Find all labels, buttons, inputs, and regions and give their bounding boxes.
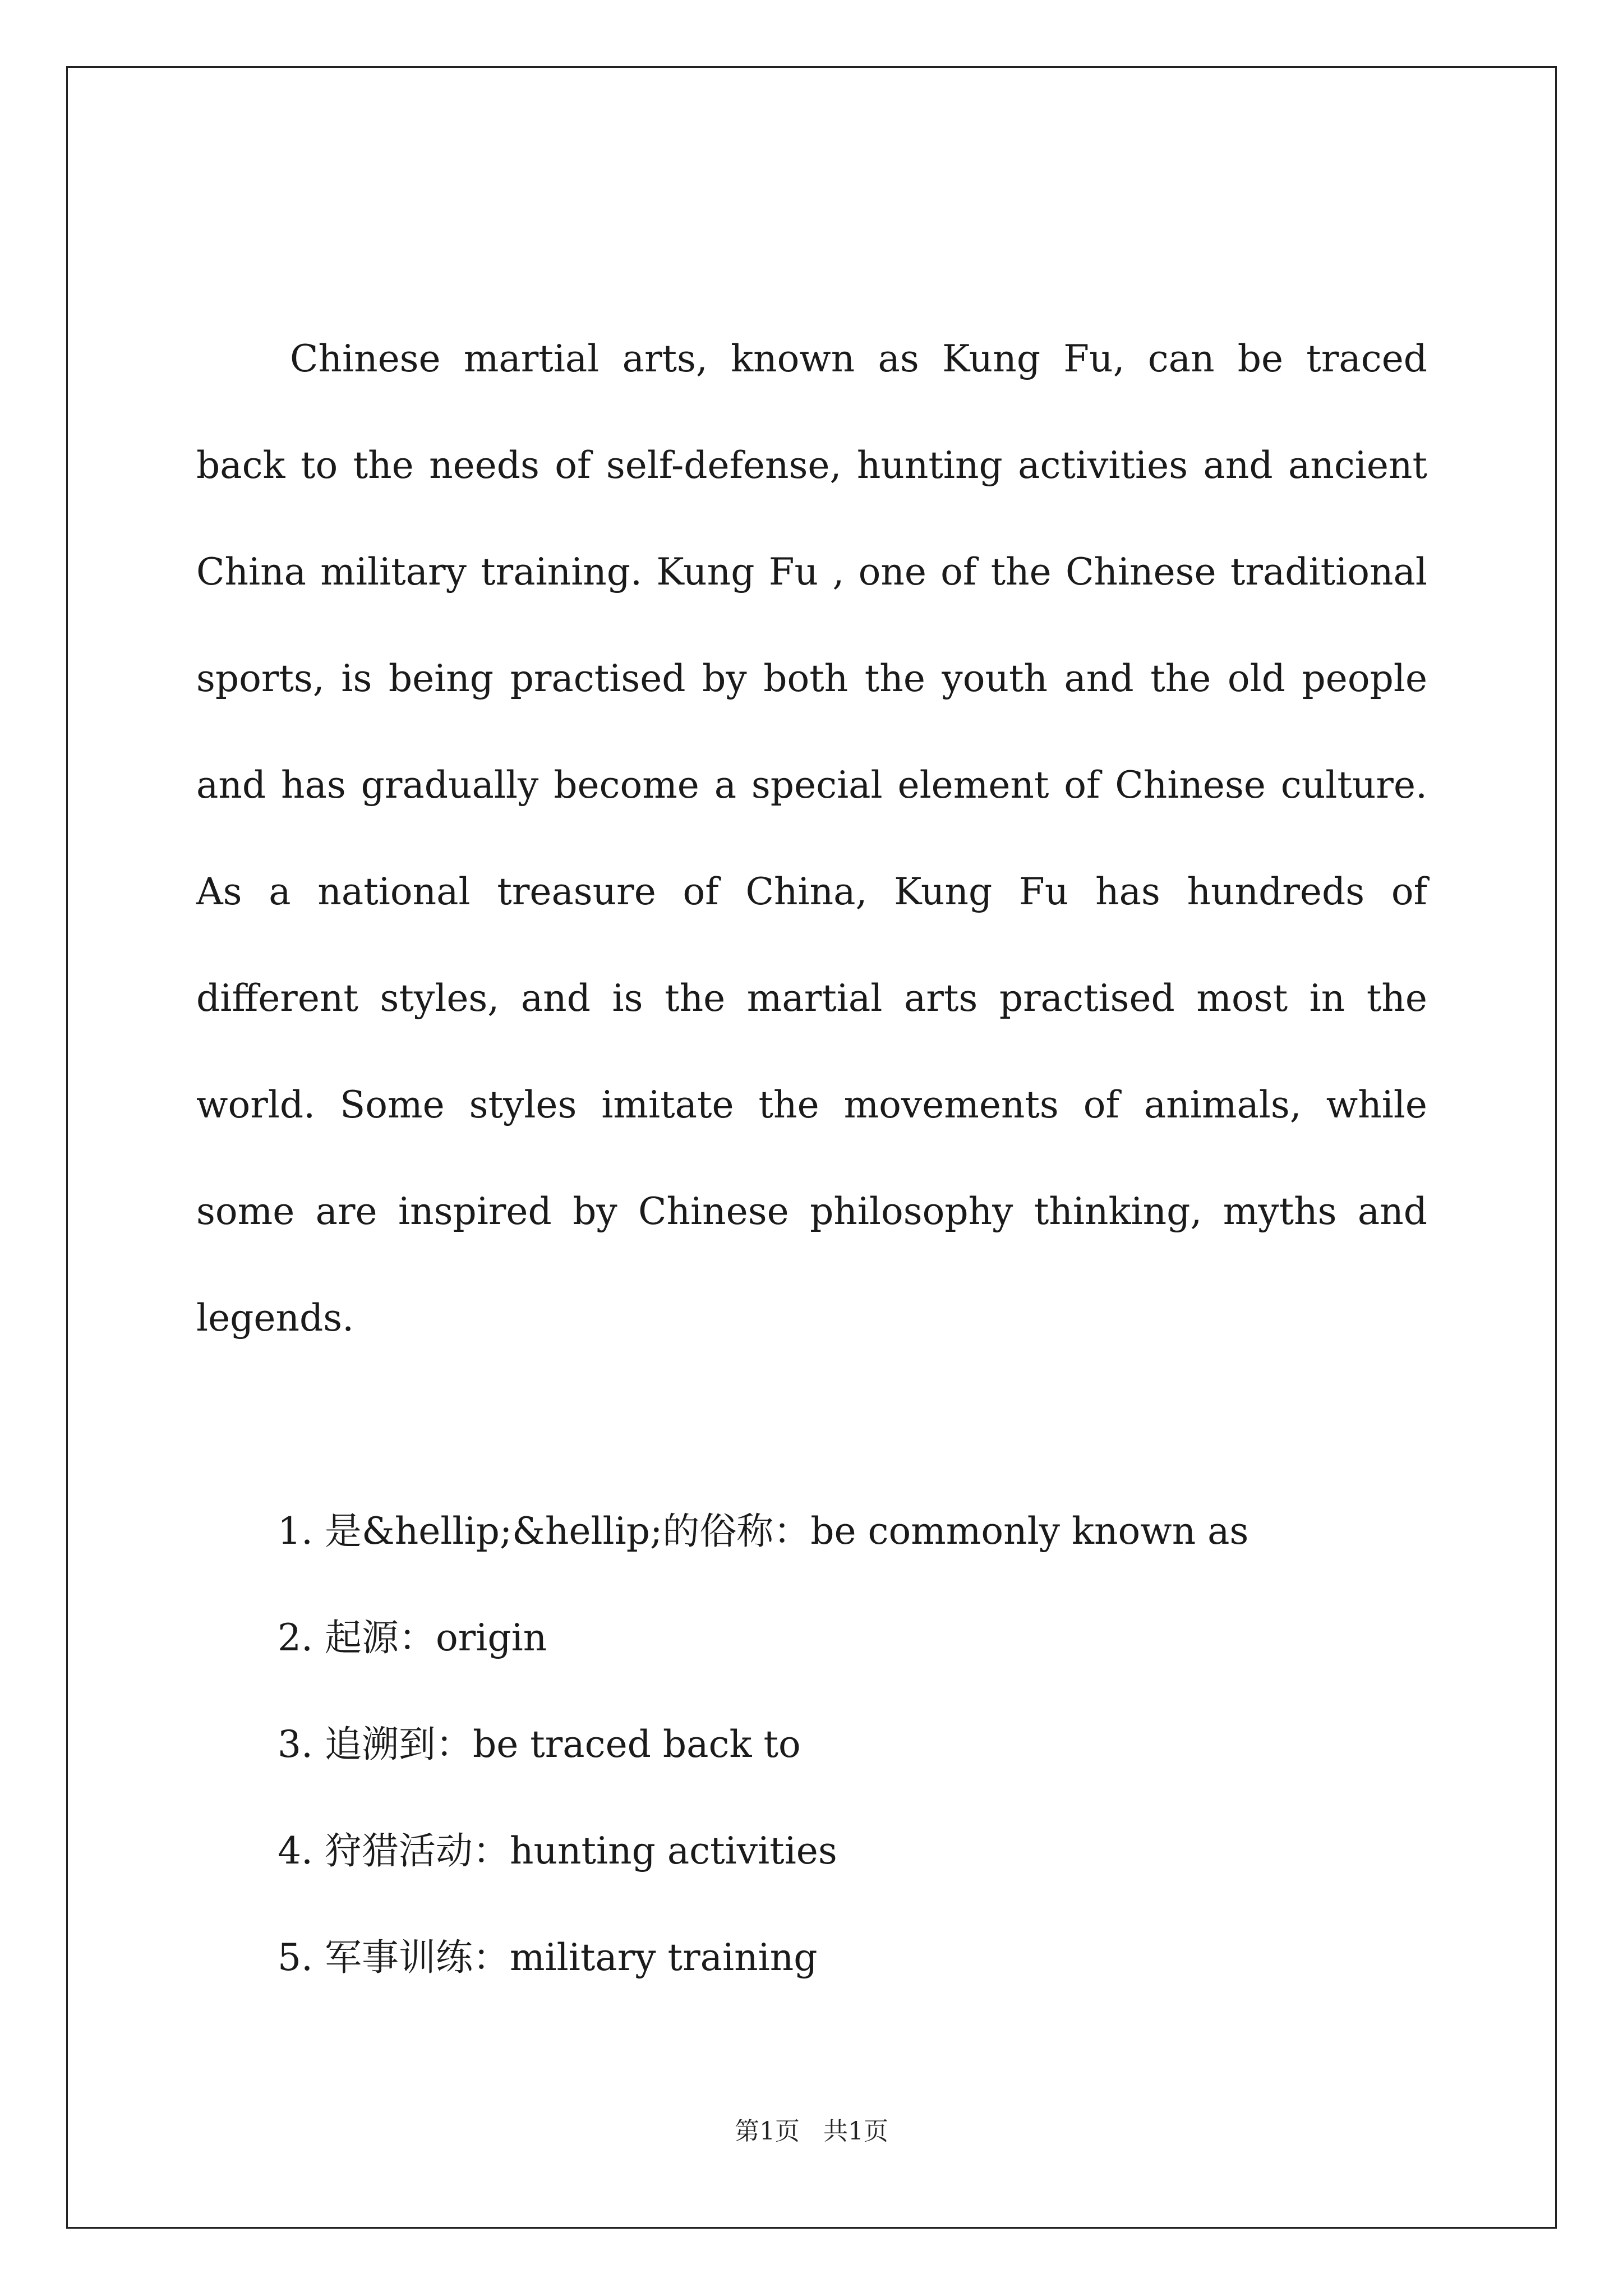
vocab-list [278, 1478, 1248, 2011]
vocab-item: 5. 军事训练：military training [278, 1936, 818, 1979]
page-number: 第1页 共1页 [735, 2117, 888, 2146]
vocab-item: 2. 起源：origin [278, 1616, 547, 1659]
page-footer [0, 2115, 1623, 2148]
vocab-item: 4. 狩猎活动：hunting activities [278, 1829, 837, 1872]
vocab-item: 1. 是&hellip;&hellip;的俗称：be commonly known as [278, 1510, 1249, 1553]
vocab-item: 3. 追溯到：be traced back to [278, 1723, 801, 1766]
body-paragraph: Chinese martial arts, known as Kung Fu, can be traced back to the needs of self-defense, hunting activities and ancient China military training. Kung Fu , one of the Chinese traditional sports, is being practised by both the youth and the old people and has gradually become a special element of Chinese culture. As a national treasure of China, Kung Fu has hundreds of different styles, and is the martial arts practised most in the world. Some styles imitate the movements of animals, while some are inspired by Chinese philosophy thinking, myths and legends. [196, 337, 1427, 1340]
